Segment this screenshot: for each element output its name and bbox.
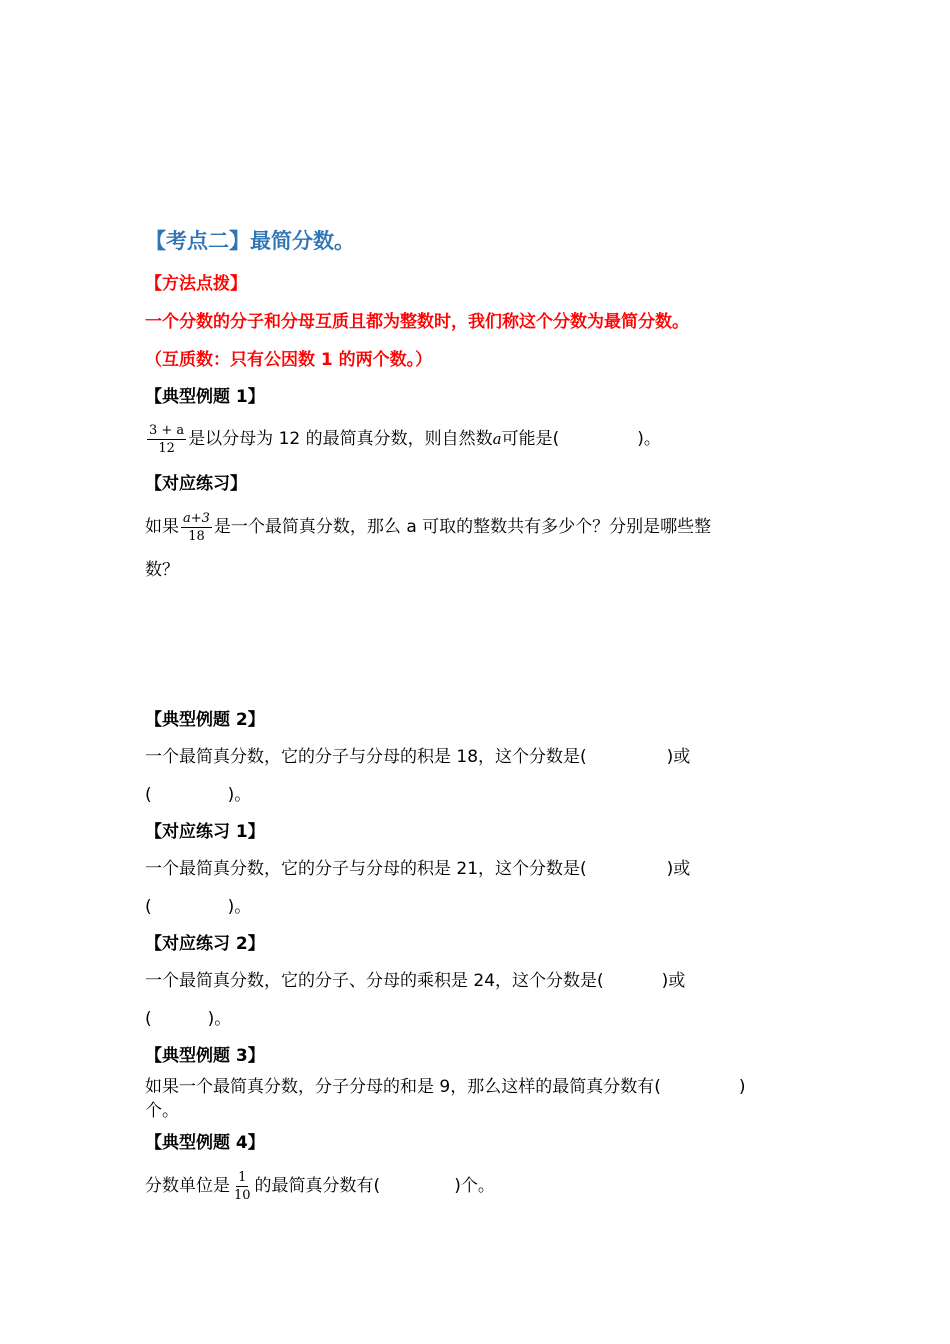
practice0-heading: 【对应练习】	[145, 474, 247, 494]
example2-question-cont	[145, 784, 251, 806]
practice2-text: 一个最简真分数，它的分子、分母的乘积是 24，这个分数是(	[145, 971, 604, 991]
practice1-text-d: )。	[227, 897, 252, 917]
section-title: 【考点二】最简分数。	[145, 229, 355, 253]
practice0-fraction-denominator: 18	[188, 528, 205, 544]
example4-text-b: )个。	[454, 1176, 495, 1196]
practice1-text-c: (	[145, 897, 152, 917]
example1-variable: a	[492, 430, 502, 448]
example4-fraction-denominator: 10	[234, 1187, 251, 1203]
example2-text-d: )。	[227, 785, 252, 805]
example1-text-b: 可能是(	[501, 429, 560, 449]
method-heading: 【方法点拨】	[145, 274, 247, 294]
practice2-heading: 【对应练习 2】	[145, 934, 265, 954]
practice0-question	[145, 508, 711, 546]
example1-text-c: )。	[637, 429, 661, 449]
example1-fraction-denominator: 12	[158, 440, 175, 456]
practice0-question-cont: 数？	[145, 560, 179, 580]
practice1-question	[145, 858, 690, 880]
method-definition: 一个分数的分子和分母互质且都为整数时，我们称这个分数为最简分数。	[145, 312, 689, 332]
example4-heading: 【典型例题 4】	[145, 1133, 265, 1153]
practice1-text-b: )或	[666, 859, 691, 879]
example1-fraction	[147, 423, 186, 456]
example2-heading: 【典型例题 2】	[145, 710, 265, 730]
method-note: （互质数：只有公因数 1 的两个数。）	[145, 350, 433, 370]
practice2-text-d: )。	[207, 1009, 232, 1029]
example2-text-c: (	[145, 785, 152, 805]
practice0-prefix: 如果	[145, 517, 179, 537]
practice2-question-cont	[145, 1008, 231, 1030]
example1-heading: 【典型例题 1】	[145, 387, 265, 407]
practice2-text-b: )或	[661, 971, 686, 991]
practice1-heading: 【对应练习 1】	[145, 822, 265, 842]
example2-text-b: )或	[666, 747, 691, 767]
example3-text: 如果一个最简真分数，分子分母的和是 9，那么这样的最简真分数有(	[145, 1077, 661, 1097]
practice0-fraction	[181, 511, 212, 544]
example4-prefix: 分数单位是	[145, 1176, 230, 1196]
example1-question	[145, 420, 661, 458]
example2-question	[145, 746, 690, 768]
example2-text: 一个最简真分数，它的分子与分母的积是 18，这个分数是(	[145, 747, 587, 767]
example4-fraction-numerator: 1	[238, 1169, 247, 1185]
example4-question	[145, 1167, 495, 1205]
example3-question-cont: 个。	[145, 1101, 179, 1121]
practice2-text-c: (	[145, 1009, 152, 1029]
example1-text: 是以分母为 12 的最简真分数，则自然数	[188, 429, 493, 449]
example4-text: 的最简真分数有(	[254, 1176, 381, 1196]
practice1-question-cont	[145, 896, 251, 918]
practice2-question	[145, 970, 685, 992]
practice1-text: 一个最简真分数，它的分子与分母的积是 21，这个分数是(	[145, 859, 587, 879]
example3-question	[145, 1076, 746, 1098]
example1-fraction-numerator: 3 + a	[149, 422, 185, 438]
example3-text-b: )	[738, 1077, 746, 1097]
practice0-fraction-numerator: a+3	[183, 510, 210, 526]
example4-fraction	[232, 1170, 253, 1203]
example3-heading: 【典型例题 3】	[145, 1046, 265, 1066]
practice0-text: 是一个最简真分数，那么 a 可取的整数共有多少个？分别是哪些整	[213, 517, 712, 537]
